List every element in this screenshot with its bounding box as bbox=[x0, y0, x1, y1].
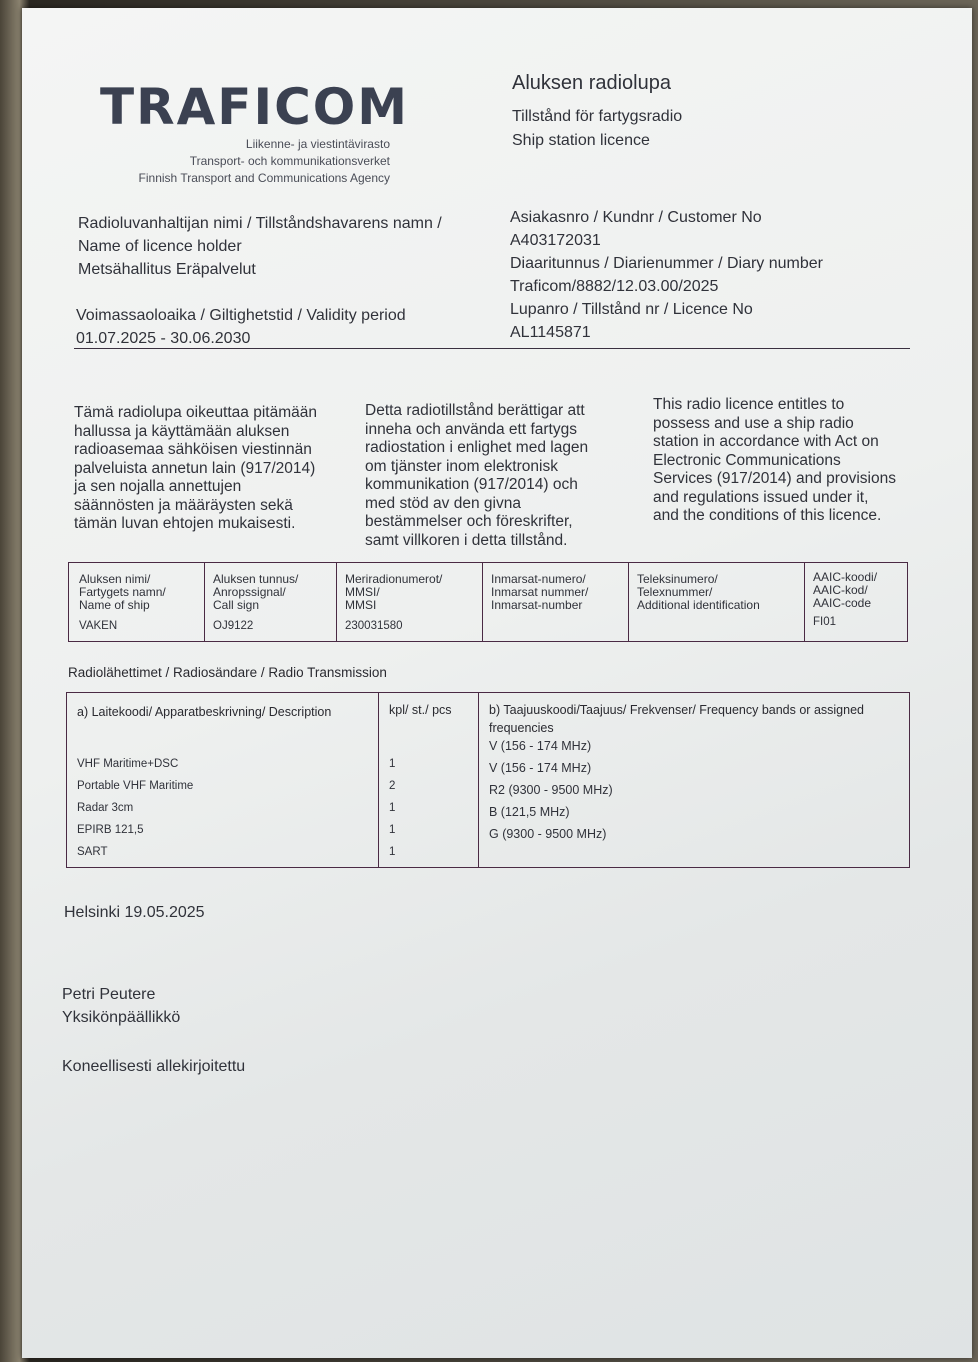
mmsi-cell bbox=[337, 563, 483, 642]
inmarsat-label: Inmarsat nummer/ bbox=[491, 585, 589, 599]
mmsi-value: 230031580 bbox=[345, 620, 403, 632]
device-name: EPIRB 121,5 bbox=[77, 824, 144, 836]
entitlement-en-line: Services (917/2014) and provisions bbox=[653, 470, 896, 487]
holder-label-1: Radioluvanhaltijan nimi / Tillståndshavarens namn / bbox=[78, 215, 442, 232]
entitlement-fi-line: palveluista annetun lain (917/2014) bbox=[74, 459, 316, 477]
agency-names bbox=[90, 136, 390, 187]
signer bbox=[62, 983, 180, 1029]
document-title-fi: Aluksen radiolupa bbox=[512, 72, 671, 94]
divider bbox=[74, 348, 910, 349]
frequency-value: V (156 - 174 MHz) bbox=[489, 761, 592, 775]
entitlement-en-line: station in accordance with Act on bbox=[653, 433, 879, 450]
entitlement-fi-line: hallussa ja käyttämään aluksen bbox=[74, 422, 290, 440]
telex-label: Telexnummer/ bbox=[637, 585, 713, 599]
signer-name: Petri Peutere bbox=[62, 986, 156, 1003]
diary-label: Diaaritunnus / Diarienummer / Diary number bbox=[510, 255, 823, 272]
entitlement-sv-line: bestämmelser och föreskrifter, bbox=[365, 513, 573, 530]
device-qty: 1 bbox=[389, 758, 396, 770]
licence-document bbox=[22, 8, 972, 1358]
entitlement-en-line: This radio licence entitles to bbox=[653, 396, 845, 413]
frequency-value: G (9300 - 9500 MHz) bbox=[489, 827, 607, 841]
frequency-value: B (121,5 MHz) bbox=[489, 805, 570, 819]
entitlement-sv-line: med stöd av den givna bbox=[365, 494, 521, 512]
entitlement-sv bbox=[365, 402, 635, 550]
entitlement-en-line: possess and use a ship radio bbox=[653, 414, 854, 432]
device-qty: 1 bbox=[389, 802, 396, 814]
device-name: VHF Maritime+DSC bbox=[77, 758, 179, 770]
frequency-value: R2 (9300 - 9500 MHz) bbox=[489, 783, 613, 797]
aaic-label: AAIC-koodi/ bbox=[813, 570, 878, 584]
entitlement-sv-line: radiostation i enlighet med lagen bbox=[365, 439, 589, 456]
device-qty: 2 bbox=[389, 780, 396, 792]
frequency-column bbox=[479, 693, 910, 868]
call-sign-label: Call sign bbox=[213, 598, 260, 612]
meta-field bbox=[510, 206, 823, 344]
entitlement-en-line: and the conditions of this licence. bbox=[653, 507, 882, 524]
entitlement-fi-line: säännösten ja määräysten sekä bbox=[74, 496, 293, 514]
entitlement-sv-line: samt villkoren i detta tillstånd. bbox=[365, 531, 568, 549]
entitlement-en bbox=[653, 396, 923, 526]
agency-name-sv: Transport- och kommunikationsverket bbox=[189, 154, 390, 168]
ship-name-label: Fartygets namn/ bbox=[79, 585, 166, 599]
frequency-column-header: b) Taajuuskoodi/Taajuus/ Frekvenser/ Frequency bands or assigned bbox=[489, 703, 864, 717]
ship-name-value: VAKEN bbox=[79, 620, 118, 632]
entitlement-fi-line: Tämä radiolupa oikeuttaa pitämään bbox=[74, 404, 317, 421]
entitlement-en-line: and regulations issued under it, bbox=[653, 488, 869, 506]
entitlement-sv-line: kommunikation (917/2014) och bbox=[365, 476, 578, 493]
ship-name-cell bbox=[69, 563, 205, 642]
signer-title: Yksikönpäällikkö bbox=[62, 1009, 181, 1026]
holder-value: Metsähallitus Eräpalvelut bbox=[78, 261, 256, 278]
call-sign-label: Anropssignal/ bbox=[213, 585, 286, 599]
ship-name-label: Name of ship bbox=[79, 598, 150, 612]
validity-field bbox=[76, 304, 406, 350]
aaic-cell bbox=[805, 563, 908, 642]
inmarsat-cell bbox=[483, 563, 629, 642]
device-name: Radar 3cm bbox=[77, 802, 134, 814]
qty-column-header: kpl/ st./ pcs bbox=[389, 703, 452, 717]
document-title-en: Ship station licence bbox=[512, 132, 650, 149]
device-name: SART bbox=[77, 846, 108, 858]
entitlement-fi-line: radioasemaa sähköisen viestinnän bbox=[74, 441, 312, 458]
entitlement-sv-line: Detta radiotillstånd berättigar att bbox=[365, 402, 585, 419]
customer-value: A403172031 bbox=[510, 232, 601, 249]
telex-label: Teleksinumero/ bbox=[637, 572, 718, 586]
customer-label: Asiakasnro / Kundnr / Customer No bbox=[510, 209, 762, 226]
aaic-value: FI01 bbox=[813, 616, 837, 628]
entitlement-fi-line: ja sen nojalla annettujen bbox=[74, 478, 242, 495]
diary-value: Traficom/8882/12.03.00/2025 bbox=[510, 278, 719, 295]
aaic-label: AAIC-code bbox=[813, 596, 872, 610]
frequency-column-header: frequencies bbox=[489, 721, 554, 735]
device-column-header: a) Laitekoodi/ Apparatbeskrivning/ Description bbox=[77, 705, 332, 719]
device-column bbox=[67, 693, 379, 868]
entitlement-en-line: Electronic Communications bbox=[653, 451, 841, 469]
inmarsat-label: Inmarsat-number bbox=[491, 598, 583, 612]
ship-id-table bbox=[68, 562, 908, 642]
holder-field bbox=[78, 212, 442, 281]
transmission-heading: Radiolähettimet / Radiosändare / Radio Transmission bbox=[68, 665, 387, 680]
place-date: Helsinki 19.05.2025 bbox=[64, 904, 205, 921]
mmsi-label: Meriradionumerot/ bbox=[345, 572, 443, 586]
agency-name-en: Finnish Transport and Communications Agency bbox=[138, 171, 390, 185]
aaic-label: AAIC-kod/ bbox=[813, 583, 868, 597]
qty-column bbox=[379, 693, 479, 868]
inmarsat-label: Inmarsat-numero/ bbox=[491, 572, 586, 586]
entitlement-sv-line: inneha och använda ett fartygs bbox=[365, 420, 577, 438]
licence-no-value: AL1145871 bbox=[510, 324, 591, 341]
ship-name-label: Aluksen nimi/ bbox=[79, 572, 151, 586]
validity-value: 01.07.2025 - 30.06.2030 bbox=[76, 330, 251, 347]
entitlement-fi-line: tämän luvan ehtojen mukaisesti. bbox=[74, 515, 296, 532]
signature-note: Koneellisesti allekirjoitettu bbox=[62, 1058, 246, 1075]
mmsi-label: MMSI/ bbox=[345, 585, 380, 599]
traficom-logo: TRAFICOM bbox=[100, 78, 410, 136]
entitlement-sv-line: om tjänster inom elektronisk bbox=[365, 457, 558, 475]
entitlement-fi bbox=[74, 404, 354, 534]
frequency-value: V (156 - 174 MHz) bbox=[489, 739, 592, 753]
validity-label: Voimassaoloaika / Giltighetstid / Validity period bbox=[76, 307, 406, 324]
device-qty: 1 bbox=[389, 846, 396, 858]
call-sign-cell bbox=[205, 563, 337, 642]
call-sign-value: OJ9122 bbox=[213, 620, 254, 632]
device-qty: 1 bbox=[389, 824, 396, 836]
transmission-table bbox=[66, 692, 910, 868]
holder-label-2: Name of licence holder bbox=[78, 238, 242, 255]
device-name: Portable VHF Maritime bbox=[77, 780, 194, 792]
telex-label: Additional identification bbox=[637, 598, 760, 612]
licence-no-label: Lupanro / Tillstånd nr / Licence No bbox=[510, 301, 753, 318]
mmsi-label: MMSI bbox=[345, 598, 377, 612]
agency-name-fi: Liikenne- ja viestintävirasto bbox=[245, 137, 390, 151]
telex-cell bbox=[629, 563, 805, 642]
call-sign-label: Aluksen tunnus/ bbox=[213, 572, 299, 586]
document-title-sv: Tillstånd för fartygsradio bbox=[512, 108, 683, 125]
